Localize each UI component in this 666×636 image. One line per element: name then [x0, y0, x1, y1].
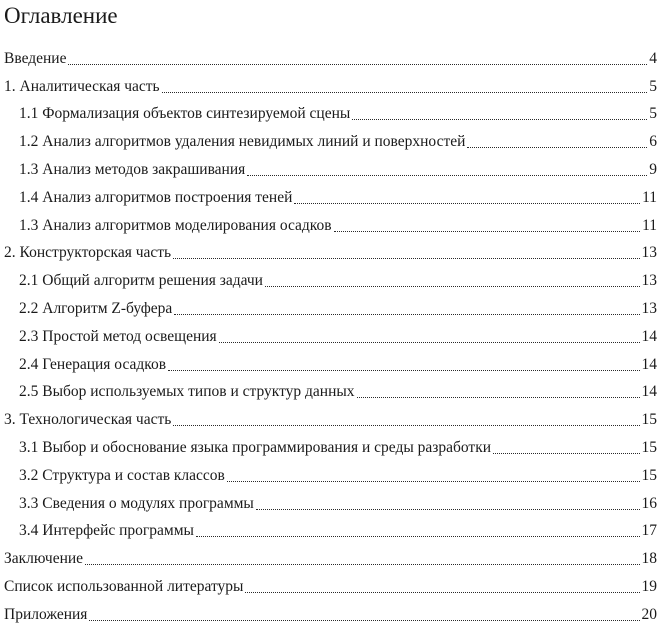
toc-dot-leader: [493, 453, 639, 454]
toc-entry[interactable]: [0, 210, 666, 238]
toc-entry[interactable]: [0, 543, 666, 571]
toc-dot-leader: [357, 397, 640, 398]
toc-entry-label: 3.2 Структура и состав классов: [19, 466, 225, 484]
toc-entry[interactable]: [0, 488, 666, 516]
toc-dot-leader: [467, 147, 647, 148]
toc-entry-label: 1.3 Анализ методов закрашивания: [19, 160, 246, 178]
toc-dot-leader: [256, 509, 640, 510]
toc-dot-leader: [245, 592, 639, 593]
toc-dot-leader: [89, 620, 639, 621]
toc-entry-page: 11: [642, 188, 657, 206]
toc-entry-label: 3. Технологическая часть: [4, 411, 172, 429]
toc-dot-leader: [196, 536, 640, 537]
toc-dot-leader: [247, 175, 647, 176]
toc-dot-leader: [173, 258, 639, 259]
toc-entry-label: 3.3 Сведения о модулях программы: [19, 494, 254, 512]
toc-entry-page: 20: [641, 605, 657, 623]
toc-entry[interactable]: [0, 126, 666, 154]
toc-list: [0, 43, 666, 627]
toc-title: Оглавление: [4, 3, 118, 28]
toc-entry[interactable]: [0, 293, 666, 321]
toc-entry-label: Заключение: [4, 550, 84, 568]
toc-entry-page: 6: [649, 133, 657, 151]
toc-dot-leader: [68, 64, 647, 65]
toc-entry-page: 15: [641, 466, 657, 484]
toc-entry[interactable]: [0, 571, 666, 599]
toc-dot-leader: [352, 119, 647, 120]
toc-entry[interactable]: [0, 349, 666, 377]
toc-dot-leader: [162, 92, 648, 93]
toc-dot-leader: [173, 425, 639, 426]
toc-entry[interactable]: [0, 71, 666, 99]
toc-entry[interactable]: [0, 377, 666, 405]
toc-dot-leader: [265, 286, 640, 287]
toc-entry-page: 16: [641, 494, 657, 512]
toc-dot-leader: [85, 564, 639, 565]
toc-entry-label: 2.5 Выбор используемых типов и структур данных: [19, 383, 355, 401]
toc-entry[interactable]: [0, 460, 666, 488]
toc-entry-page: 17: [641, 522, 657, 540]
toc-entry-label: 1.4 Анализ алгоритмов построения теней: [19, 188, 293, 206]
toc-entry-page: 11: [642, 216, 657, 234]
toc-entry[interactable]: [0, 43, 666, 71]
toc-entry-label: 1.1 Формализация объектов синтезируемой сцены: [19, 105, 351, 123]
toc-entry[interactable]: [0, 99, 666, 127]
toc-dot-leader: [174, 314, 639, 315]
toc-entry-page: 15: [641, 411, 657, 429]
toc-entry[interactable]: [0, 404, 666, 432]
toc-entry-label: 2.1 Общий алгоритм решения задачи: [19, 272, 263, 290]
toc-entry-label: 1.3 Анализ алгоритмов моделирования осадков: [19, 216, 332, 234]
toc-entry-page: 9: [649, 160, 657, 178]
toc-entry-label: 2.2 Алгоритм Z-буфера: [19, 299, 173, 317]
toc-entry-label: 2. Конструкторская часть: [4, 244, 172, 262]
toc-entry-label: 1.2 Анализ алгоритмов удаления невидимых линий и поверхностей: [19, 133, 466, 151]
toc-entry[interactable]: [0, 182, 666, 210]
toc-entry-page: 15: [641, 438, 657, 456]
toc-entry-page: 18: [641, 550, 657, 568]
toc-entry[interactable]: [0, 516, 666, 544]
toc-entry-label: Список использованной литературы: [4, 577, 244, 595]
toc-entry[interactable]: [0, 154, 666, 182]
toc-entry-label: 2.3 Простой метод освещения: [19, 327, 217, 345]
toc-entry-page: 4: [649, 49, 657, 67]
toc-entry-page: 13: [641, 272, 657, 290]
toc-entry-label: Введение: [4, 49, 67, 67]
toc-entry-label: 3.1 Выбор и обоснование языка программирования и среды разработки: [19, 438, 492, 456]
toc-entry-page: 5: [649, 105, 657, 123]
toc-entry-page: 14: [641, 355, 657, 373]
toc-entry-label: 2.4 Генерация осадков: [19, 355, 167, 373]
toc-dot-leader: [334, 231, 640, 232]
toc-entry-page: 13: [641, 244, 657, 262]
toc-entry[interactable]: [0, 321, 666, 349]
toc-entry[interactable]: [0, 599, 666, 627]
toc-entry-page: 14: [641, 327, 657, 345]
toc-dot-leader: [294, 203, 640, 204]
toc-entry-label: 1. Аналитическая часть: [4, 77, 160, 95]
toc-entry-page: 5: [649, 77, 657, 95]
toc-entry-page: 13: [641, 299, 657, 317]
toc-entry[interactable]: [0, 432, 666, 460]
toc-dot-leader: [168, 370, 639, 371]
toc-entry[interactable]: [0, 238, 666, 266]
toc-entry[interactable]: [0, 265, 666, 293]
toc-entry-label: Приложения: [4, 605, 88, 623]
toc-entry-page: 19: [641, 577, 657, 595]
toc-entry-label: 3.4 Интерфейс программы: [19, 522, 194, 540]
toc-dot-leader: [219, 342, 640, 343]
toc-dot-leader: [227, 481, 640, 482]
toc-entry-page: 14: [641, 383, 657, 401]
